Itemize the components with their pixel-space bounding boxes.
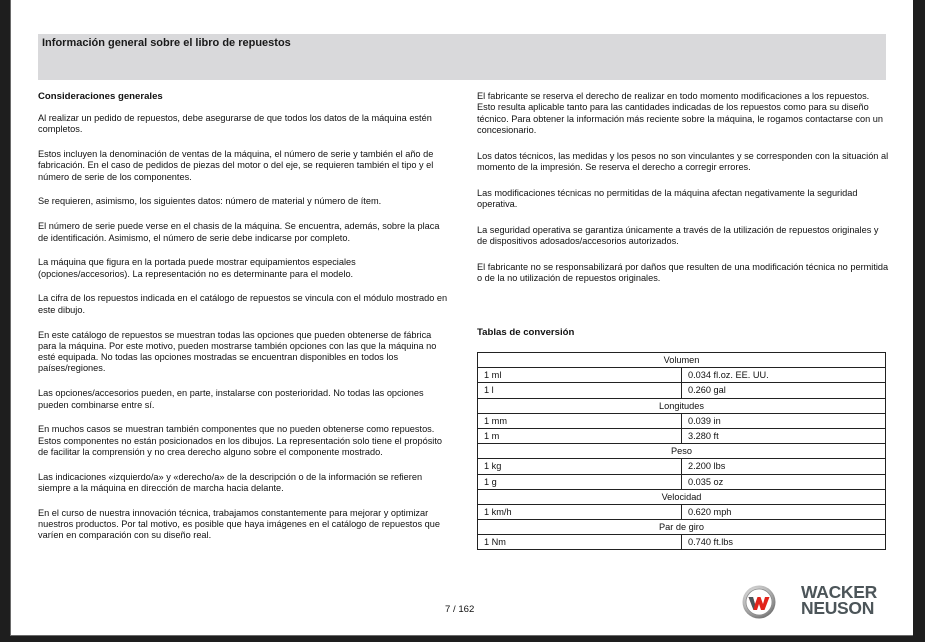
value-cell: 0.620 mph: [682, 504, 886, 519]
unit-cell: 1 Nm: [478, 535, 682, 550]
header-band: [38, 34, 886, 80]
table-group-row: [478, 444, 886, 459]
table-row: [478, 368, 886, 383]
value-cell: 0.039 in: [682, 413, 886, 428]
paragraph: La cifra de los repuestos indicada en el catálogo de repuestos se vincula con el módulo mostrado en este dibujo.: [38, 293, 448, 315]
group-header: Par de giro: [478, 520, 886, 535]
unit-cell: 1 ml: [478, 368, 682, 383]
unit-cell: 1 kg: [478, 459, 682, 474]
left-column: [38, 91, 450, 555]
group-header: Velocidad: [478, 489, 886, 504]
paragraph: Los datos técnicos, las medidas y los pesos no son vinculantes y se corresponden con la situación al momento de la impresión. Se reserva el derecho a corregir errores.: [477, 150, 889, 172]
value-cell: 0.035 oz: [682, 474, 886, 489]
paragraph: El fabricante se reserva el derecho de realizar en todo momento modificaciones a los repuestos. Esto resulta aplicable tanto para las cantidades indicadas de los repuestos como para su diseño técnico. Para obtener la información más reciente sobre la máquina, le rogamos contactarse con un concesionario.: [477, 91, 883, 135]
value-cell: 3.280 ft: [682, 428, 886, 443]
brand-line-2: NEUSON: [801, 598, 875, 618]
unit-cell: 1 km/h: [478, 504, 682, 519]
right-column: [477, 91, 889, 299]
paragraph: La seguridad operativa se garantiza únicamente a través de la utilización de repuestos originales y de dispositivos adosados/accesorios autorizados.: [477, 224, 879, 247]
paragraph: Estos incluyen la denominación de ventas de la máquina, el número de serie y también el año de fabricación. En el caso de pedidos de piezas del motor o del eje, se requieren también el tipo y el número de serie de los componentes.: [38, 149, 434, 182]
paragraph: Las opciones/accesorios pueden, en parte, instalarse con posterioridad. No todas las opciones pueden combinarse entre sí.: [38, 388, 424, 410]
value-cell: 0.260 gal: [682, 383, 886, 398]
table-group-row: [478, 398, 886, 413]
value-cell: 0.034 fl.oz. EE. UU.: [682, 368, 886, 383]
unit-cell: 1 m: [478, 428, 682, 443]
value-cell: 0.740 ft.lbs: [682, 535, 886, 550]
paragraph: Las modificaciones técnicas no permitidas de la máquina afectan negativamente la seguridad operativa.: [477, 187, 858, 210]
conversion-table: [477, 352, 886, 550]
brand-line-1: WACKER: [801, 582, 877, 602]
table-group-row: [478, 489, 886, 504]
group-header: Volumen: [478, 353, 886, 368]
unit-cell: 1 l: [478, 383, 682, 398]
table-row: [478, 383, 886, 398]
conversion-tables-title: Tablas de conversión: [477, 327, 575, 338]
table-row: [478, 413, 886, 428]
document-page: [10, 0, 913, 636]
unit-cell: 1 mm: [478, 413, 682, 428]
page-number: 7 / 162: [445, 604, 475, 615]
wacker-neuson-w-logo-icon: [742, 585, 776, 619]
paragraph: Se requieren, asimismo, los siguientes datos: número de material y número de ítem.: [38, 196, 382, 207]
group-header: Longitudes: [478, 398, 886, 413]
group-header: Peso: [478, 444, 886, 459]
paragraph: En muchos casos se muestran también componentes que no pueden obtenerse como repuestos. Estos componentes no están posicionados en los dibujos. La representación solo tiene el propósito de facilitar la comprensión y no crea derecho alguno sobre el componente mostrado.: [38, 424, 442, 457]
paragraph: En este catálogo de repuestos se muestran todas las opciones que pueden obtenerse de fábrica para la máquina. Por este motivo, pueden mostrarse también opciones con las que la máquina no esté equipada. No todas las opciones mostradas se encuentran disponibles en todos los países/regiones.: [38, 329, 437, 374]
brand-wordmark: [801, 584, 877, 616]
table-row: [478, 504, 886, 519]
paragraph: El fabricante no se responsabilizará por daños que resulten de una modificación técnica no permitida o de la no utilización de repuestos originales.: [477, 261, 889, 284]
table-row: [478, 459, 886, 474]
page-title: Información general sobre el libro de repuestos: [42, 37, 291, 49]
table-row: [478, 535, 886, 550]
value-cell: 2.200 lbs: [682, 459, 886, 474]
table-group-row: [478, 520, 886, 535]
table-group-row: [478, 353, 886, 368]
unit-cell: 1 g: [478, 474, 682, 489]
table-row: [478, 474, 886, 489]
paragraph: El número de serie puede verse en el chasis de la máquina. Se encuentra, además, sobre la placa de identificación. Asimismo, el número de serie debe indicarse por completo.: [38, 221, 440, 243]
section-title-general: Consideraciones generales: [38, 91, 163, 102]
table-row: [478, 428, 886, 443]
paragraph: Las indicaciones «izquierdo/a» y «derecho/a» de la descripción o de la información se refieren siempre a la máquina en dirección de marcha hacia delante.: [38, 471, 423, 494]
paragraph: La máquina que figura en la portada puede mostrar equipamientos especiales (opciones/accesorios). La representación no es determinante para el modelo.: [38, 257, 356, 279]
paragraph: Al realizar un pedido de repuestos, debe asegurarse de que todos los datos de la máquina estén completos.: [38, 113, 432, 135]
paragraph: En el curso de nuestra innovación técnica, trabajamos constantemente para mejorar y optimizar nuestros productos. Por tal motivo, es posible que haya imágenes en el catálogo de repuestos que varíen en comparación con su diseño real.: [38, 507, 440, 541]
